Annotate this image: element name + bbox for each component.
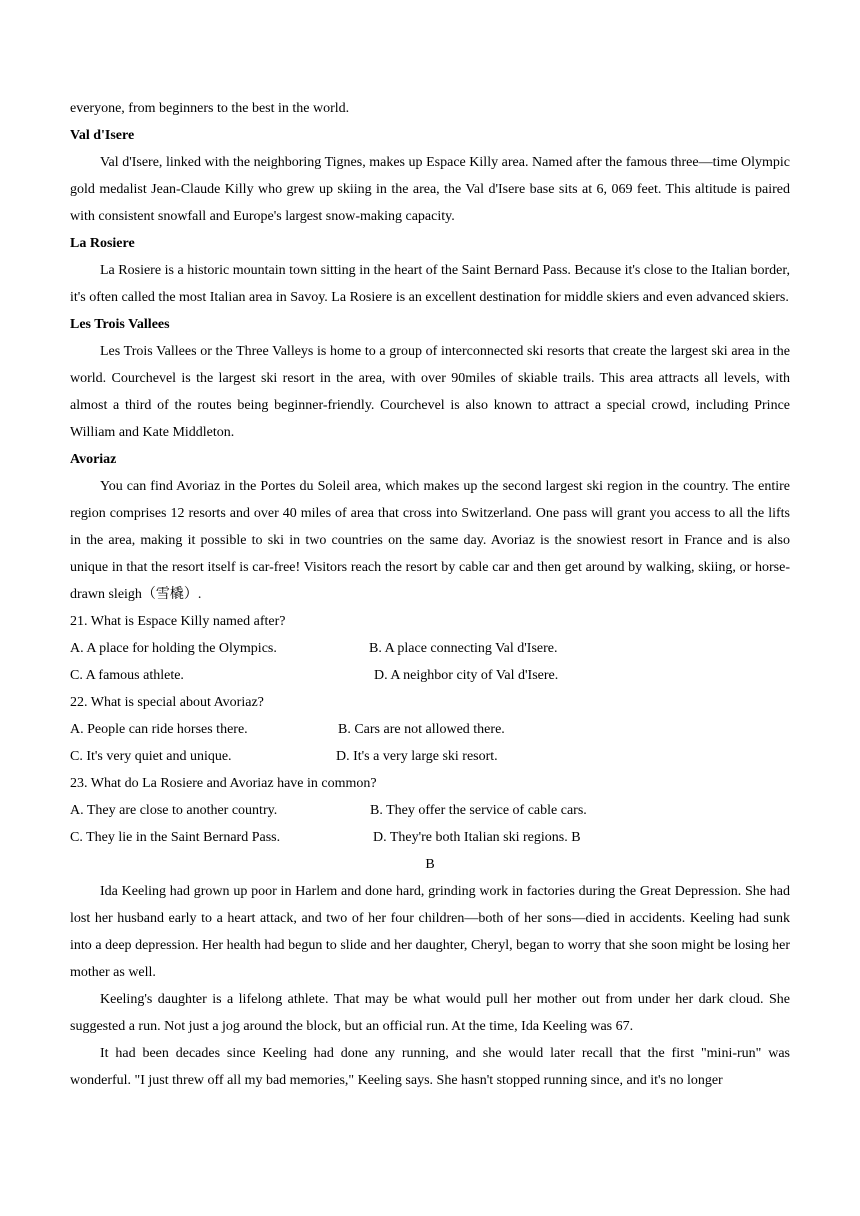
question-23-stem: 23. What do La Rosiere and Avoriaz have in common? [70,776,377,791]
section-text-val-disere: Val d'Isere, linked with the neighboring Tignes, makes up Espace Killy area. Named after the famous three—time Olympic gold medalist Jean-Claude Killy who grew up skiing in the area, the Val d'Isere base sits at 6, 069 feet. This altitude is paired with consistent snowfall and Europe's largest snow-making capacity. [70,155,790,224]
passage-b-paragraph-1: Ida Keeling had grown up poor in Harlem and done hard, grinding work in factories during the Great Depression. She had lost her husband early to a heart attack, and two of her four children—both of her sons—died in accidents. Keeling had sunk into a deep depression. Her health had begun to slide and her daughter, Cheryl, began to worry that she soon might be losing her mother as well. [70,884,790,980]
question-23-option-c: C. They lie in the Saint Bernard Pass. [70,830,281,845]
section-text-les-trois-vallees: Les Trois Vallees or the Three Valleys is home to a group of interconnected ski resorts that create the largest ski area in the world. Courchevel is the largest ski resort in the area, with over 90miles of skiable trails. This area attracts all levels, with almost a third of the routes being beginner-friendly. Courchevel is also known to attract a special crowd, including Prince William and Kate Middleton. [70,344,790,440]
passage-b-paragraph-2: Keeling's daughter is a lifelong athlete. That may be what would pull her mother out from under her dark cloud. She suggested a run. Not just a jog around the block, but an official run. At the time, Ida Keeling was 67. [70,992,790,1034]
section-heading-avoriaz: Avoriaz [70,452,117,467]
question-23-option-b: B. They offer the service of cable cars. [370,803,587,818]
question-21-option-d: D. A neighbor city of Val d'Isere. [374,668,559,683]
question-21-option-c: C. A famous athlete. [70,668,184,683]
question-21-row-cd [70,662,790,689]
section-text-avoriaz: You can find Avoriaz in the Portes du Soleil area, which makes up the second largest ski region in the country. The entire region comprises 12 resorts and over 40 miles of area that cross into Switzerland. One pass will grant you access to all the lifts in the area, making it possible to ski in two countries on the same day. Avoriaz is the snowiest resort in France and is also unique in that the resort itself is car-free! Visitors reach the resort by cable car and then get around by walking, skiing, or horse-drawn sleigh（雪橇）. [70,479,790,602]
question-23-option-a: A. They are close to another country. [70,803,278,818]
intro-tail: everyone, from beginners to the best in the world. [70,101,350,116]
question-21-option-b: B. A place connecting Val d'Isere. [369,641,558,656]
question-21-row-ab [70,635,790,662]
question-22-option-a: A. People can ride horses there. [70,722,248,737]
question-23-option-d: D. They're both Italian ski regions. B [373,830,581,845]
question-22-option-d: D. It's a very large ski resort. [336,749,498,764]
document-page [70,95,790,1094]
question-22-stem: 22. What is special about Avoriaz? [70,695,264,710]
passage-b-paragraph-3: It had been decades since Keeling had done any running, and she would later recall that the first "mini-run" was wonderful. "I just threw off all my bad memories," Keeling says. She hasn't stopped running since, and it's no longer [70,1046,790,1088]
question-21-option-a: A. A place for holding the Olympics. [70,641,277,656]
question-23-row-cd [70,824,790,851]
question-22-row-ab [70,716,790,743]
question-21-stem: 21. What is Espace Killy named after? [70,614,286,629]
section-heading-val-disere: Val d'Isere [70,128,135,143]
question-23-row-ab [70,797,790,824]
section-heading-la-rosiere: La Rosiere [70,236,135,251]
question-22-option-b: B. Cars are not allowed there. [338,722,505,737]
passage-b-label: B [425,857,435,872]
question-22-row-cd [70,743,790,770]
section-text-la-rosiere: La Rosiere is a historic mountain town sitting in the heart of the Saint Bernard Pass. Because it's close to the Italian border, it's often called the most Italian area in Savoy. La Rosiere is an excellent destination for middle skiers and even advanced skiers. [70,263,790,305]
question-22-option-c: C. It's very quiet and unique. [70,749,232,764]
section-heading-les-trois-vallees: Les Trois Vallees [70,317,170,332]
